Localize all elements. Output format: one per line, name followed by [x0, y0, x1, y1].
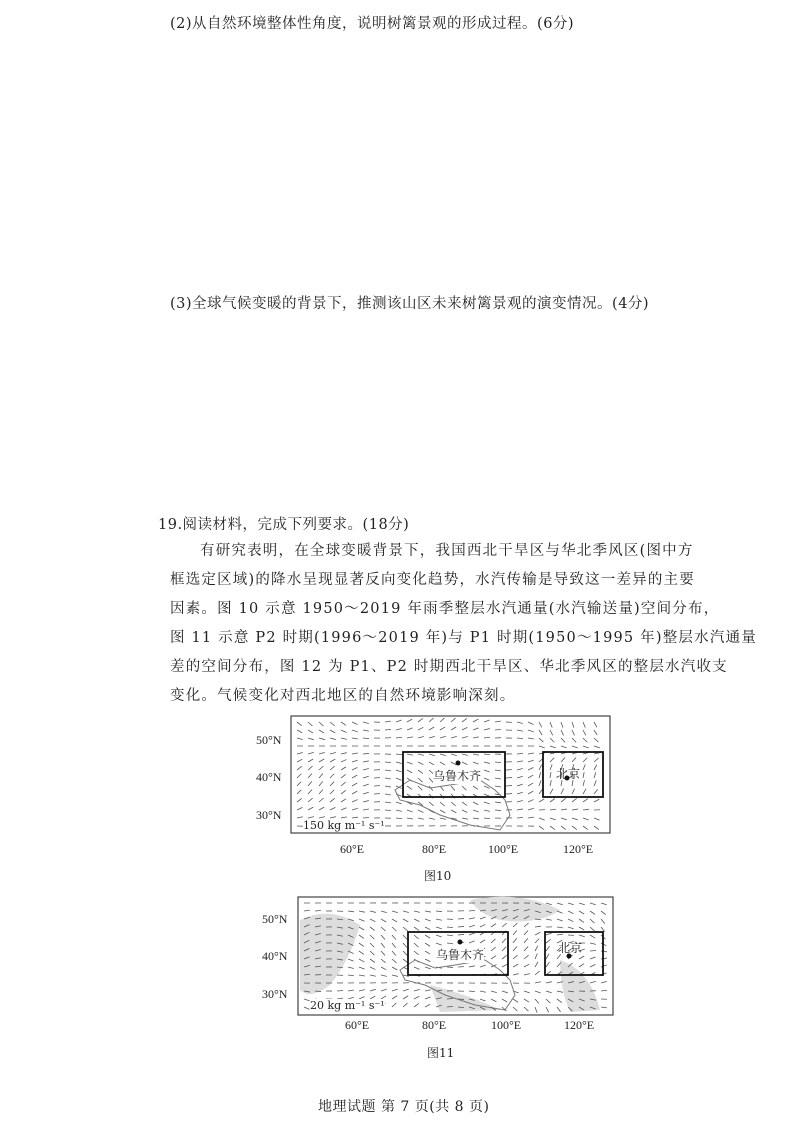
urumqi-dot — [458, 940, 463, 945]
urumqi-dot — [456, 761, 461, 766]
lon-tick: 100°E — [491, 1018, 522, 1032]
material-line: 变化。气候变化对西北地区的自然环境影响深刻。 — [170, 688, 516, 704]
lon-tick: 60°E — [340, 842, 365, 856]
material-line: 有研究表明，在全球变暖背景下，我国西北干旱区与华北季风区(图中方 — [200, 543, 694, 559]
lat-tick: 30°N — [262, 987, 288, 1001]
page-footer: 地理试题 第 7 页(共 8 页) — [318, 1099, 490, 1115]
lon-tick: 80°E — [422, 1018, 447, 1032]
material-line: 图 11 示意 P2 时期(1996～2019 年)与 P1 时期(1950～1995 年)整层水汽通量 — [170, 630, 757, 646]
city-label-beijing: 北京 — [556, 767, 581, 781]
lat-tick: 30°N — [256, 808, 282, 822]
city-label-urumqi: 乌鲁木齐 — [433, 769, 482, 783]
flux-arrow — [495, 810, 501, 811]
lat-tick: 50°N — [262, 912, 288, 926]
lon-tick: 100°E — [488, 842, 519, 856]
city-label-beijing: 北京 — [558, 941, 583, 955]
flux-arrow — [363, 753, 369, 754]
lat-tick: 40°N — [256, 770, 282, 784]
question-19-title: 19.阅读材料，完成下列要求。(18分) — [158, 517, 410, 533]
city-label-urumqi: 乌鲁木齐 — [436, 948, 485, 962]
figure-11-caption: 图11 — [427, 1046, 455, 1060]
lon-tick: 120°E — [564, 1018, 595, 1032]
scale-label: 20 kg m⁻¹ s⁻¹ — [310, 999, 385, 1012]
material-line: 因素。图 10 示意 1950～2019 年雨季整层水汽通量(水汽输送量)空间分布， — [170, 601, 720, 617]
material-line: 框选定区域)的降水呈现显著反向变化趋势，水汽传输是导致这一差异的主要 — [170, 572, 695, 588]
lat-tick: 40°N — [262, 949, 288, 963]
question-3: (3)全球气候变暖的背景下，推测该山区未来树篱景观的演变情况。(4分) — [170, 296, 650, 312]
scale-label: 150 kg m⁻¹ s⁻¹ — [303, 819, 385, 832]
lon-tick: 60°E — [345, 1018, 370, 1032]
question-2: (2)从自然环境整体性角度，说明树篱景观的形成过程。(6分) — [170, 16, 575, 32]
figure-10-caption: 图10 — [424, 869, 452, 883]
lon-tick: 80°E — [422, 842, 447, 856]
material-line: 差的空间分布，图 12 为 P1、P2 时期西北干旱区、华北季风区的整层水汽收支 — [170, 659, 728, 675]
lon-tick: 120°E — [563, 842, 594, 856]
lat-tick: 50°N — [256, 733, 282, 747]
